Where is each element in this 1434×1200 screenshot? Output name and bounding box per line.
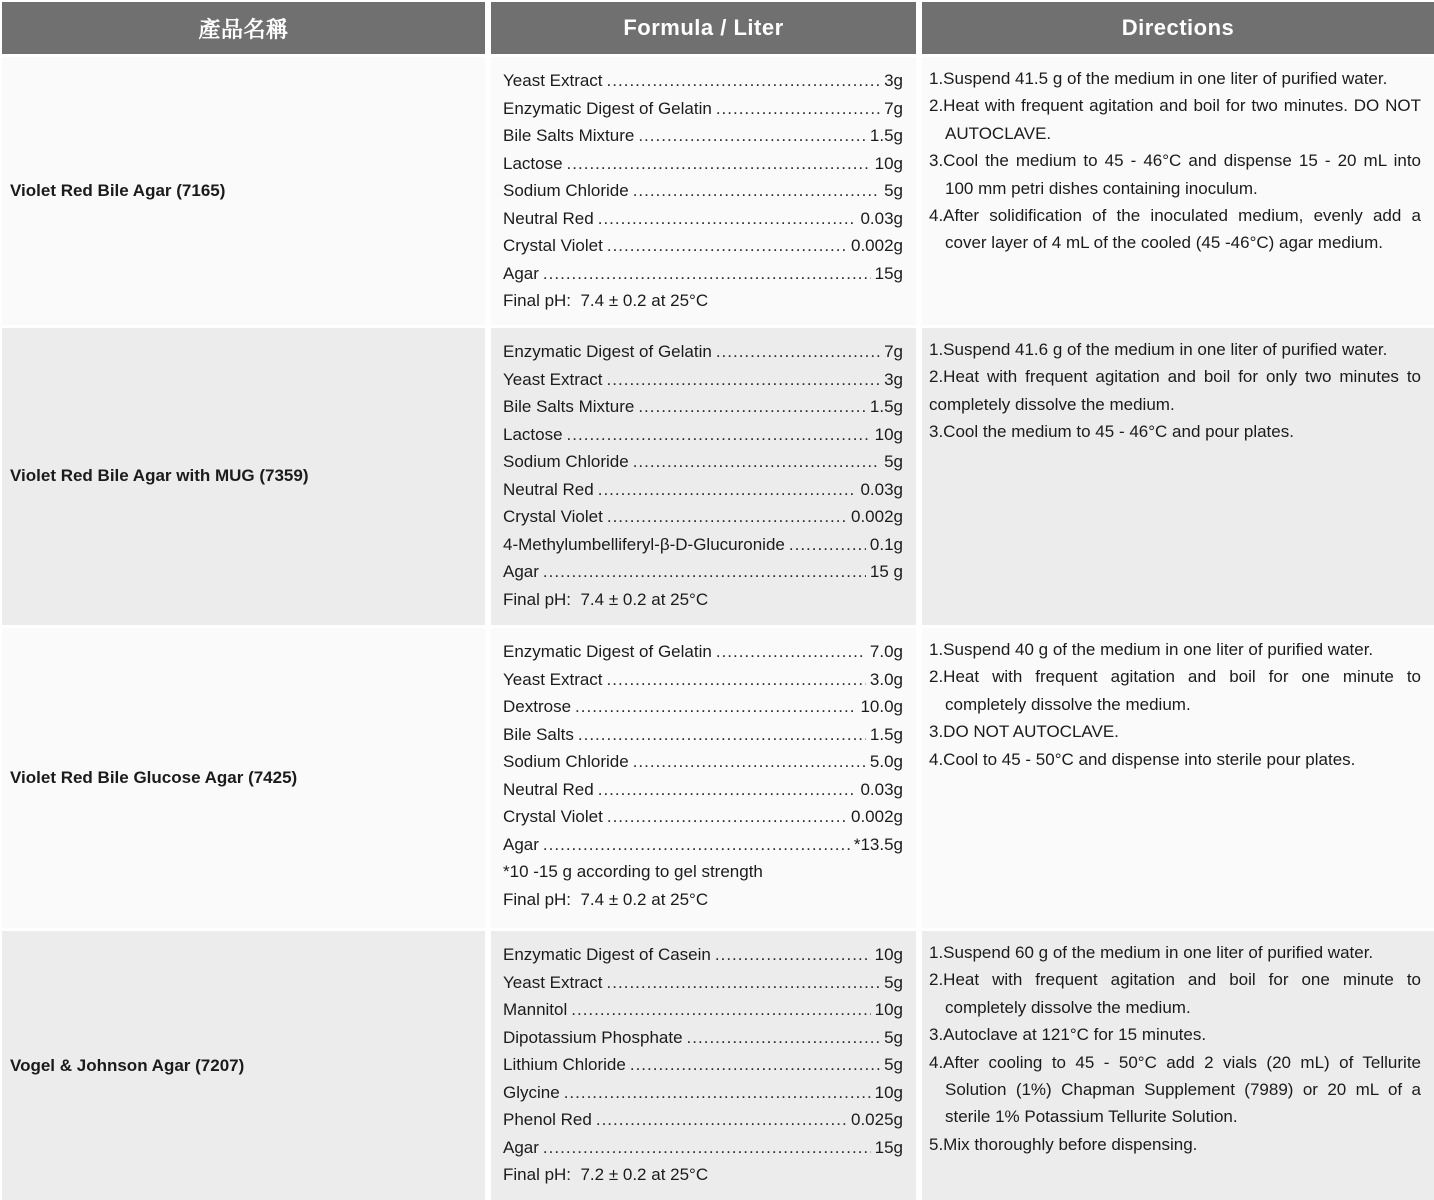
dot-leader xyxy=(607,366,881,394)
ingredient-name: Crystal Violet xyxy=(503,807,603,826)
ingredient-name: Agar xyxy=(503,1137,539,1157)
formula-item xyxy=(503,831,903,859)
ingredient-amount: 0.002g xyxy=(851,507,903,526)
direction-step: 2.Heat with frequent agitation and boil for one minute to completely dissolve the medium. xyxy=(929,667,1421,714)
ingredient-name: Dipotassium Phosphate xyxy=(503,1027,683,1047)
dot-leader xyxy=(543,1134,871,1162)
ingredient-amount: 10g xyxy=(874,153,903,173)
dot-leader xyxy=(571,996,870,1024)
ingredient-name: Sodium Chloride xyxy=(503,752,629,771)
formula-item xyxy=(503,693,903,721)
formula-item xyxy=(503,558,903,586)
ingredient-name: Enzymatic Digest of Gelatin xyxy=(503,642,712,661)
product-cell xyxy=(2,57,485,325)
ingredient-amount: *13.5g xyxy=(853,834,903,854)
dot-leader xyxy=(543,831,850,859)
directions-cell xyxy=(922,57,1434,325)
formula-note: Final pH: 7.4 ± 0.2 at 25°C xyxy=(503,889,709,909)
dot-leader xyxy=(543,558,866,586)
formula-note: Final pH: 7.2 ± 0.2 at 25°C xyxy=(503,1165,709,1184)
ingredient-name: Yeast Extract xyxy=(503,972,603,992)
formula-note: *10 -15 g according to gel strength xyxy=(503,862,763,881)
product-name: Violet Red Bile Agar (7165) xyxy=(10,180,226,200)
dot-leader xyxy=(596,1106,847,1134)
dot-leader xyxy=(598,205,857,233)
formula-item xyxy=(503,393,903,421)
directions-cell xyxy=(922,931,1434,1200)
ingredient-name: Bile Salts xyxy=(503,724,574,744)
direction-step: 2.Heat with frequent agitation and boil for one minute to completely dissolve the medium. xyxy=(929,970,1421,1017)
formula-item xyxy=(503,503,903,531)
ingredient-amount: 10g xyxy=(874,1000,903,1019)
ingredient-amount: 0.03g xyxy=(860,779,903,799)
product-name: Vogel & Johnson Agar (7207) xyxy=(10,1056,245,1076)
ingredient-name: Mannitol xyxy=(503,1000,568,1019)
dot-leader xyxy=(564,1079,871,1107)
formula-item xyxy=(503,638,903,666)
ingredient-amount: 5g xyxy=(884,1055,903,1074)
dot-leader xyxy=(633,177,880,205)
ingredient-amount: 0.03g xyxy=(860,479,903,499)
formula-item xyxy=(503,448,903,476)
formula-item xyxy=(503,531,903,559)
ingredient-name: Sodium Chloride xyxy=(503,452,629,471)
ingredient-amount: 10g xyxy=(874,1082,903,1102)
dot-leader xyxy=(716,95,880,123)
ingredient-name: Yeast Extract xyxy=(503,669,603,689)
formula-cell xyxy=(491,628,916,928)
directions-cell xyxy=(922,328,1434,625)
direction-step: 5.Mix thoroughly before dispensing. xyxy=(929,1134,1198,1154)
formula-item xyxy=(503,177,903,205)
product-cell xyxy=(2,931,485,1200)
dot-leader xyxy=(543,260,871,288)
ingredient-name: Enzymatic Digest of Gelatin xyxy=(503,342,712,361)
direction-step: 3.DO NOT AUTOCLAVE. xyxy=(929,722,1119,742)
dot-leader xyxy=(789,531,866,559)
ingredient-name: Bile Salts Mixture xyxy=(503,126,635,145)
ingredient-name: 4-Methylumbelliferyl-β-D-Glucuronide xyxy=(503,534,785,554)
direction-step: 4.Cool to 45 - 50°C and dispense into sterile pour plates. xyxy=(929,749,1356,769)
direction-step: 3.Cool the medium to 45 - 46°C and pour plates. xyxy=(929,422,1294,442)
formula-item xyxy=(503,1051,903,1079)
ingredient-amount: 0.002g xyxy=(851,807,903,826)
column-header-formula: Formula / Liter xyxy=(491,2,916,54)
ingredient-amount: 5.0g xyxy=(869,752,903,771)
formula-item xyxy=(503,1106,903,1134)
ingredient-name: Neutral Red xyxy=(503,479,594,499)
ingredient-name: Enzymatic Digest of Gelatin xyxy=(503,98,712,118)
ingredient-name: Dextrose xyxy=(503,697,572,716)
ingredient-name: Neutral Red xyxy=(503,208,594,228)
ingredient-name: Crystal Violet xyxy=(503,236,603,255)
ingredient-amount: 3g xyxy=(884,369,903,389)
ingredient-name: Enzymatic Digest of Casein xyxy=(503,945,711,964)
ingredient-amount: 10g xyxy=(874,945,903,964)
formula-item xyxy=(503,721,903,749)
direction-step: 4.After cooling to 45 - 50°C add 2 vials (20 mL) of Tellurite Solution (1%) Chapman Supplement (7989) or 20 mL of a sterile 1% Potassium Tellurite Solution. xyxy=(929,1052,1421,1127)
formula-item xyxy=(503,67,903,95)
dot-leader xyxy=(598,476,857,504)
formula-note: Final pH: 7.4 ± 0.2 at 25°C xyxy=(503,291,709,310)
ingredient-amount: 1.5g xyxy=(869,126,903,145)
dot-leader xyxy=(607,803,847,831)
dot-leader xyxy=(716,338,880,366)
formula-item xyxy=(503,666,903,694)
dot-leader xyxy=(633,448,880,476)
direction-step: 1.Suspend 41.5 g of the medium in one liter of purified water. xyxy=(929,69,1388,88)
directions-cell xyxy=(922,628,1434,928)
dot-leader xyxy=(716,638,866,666)
dot-leader xyxy=(687,1024,881,1052)
ingredient-name: Lactose xyxy=(503,424,563,444)
formula-item xyxy=(503,95,903,123)
formula-cell xyxy=(491,931,916,1200)
ingredient-amount: 0.002g xyxy=(851,236,903,255)
formula-cell xyxy=(491,57,916,325)
ingredient-amount: 7g xyxy=(884,342,903,361)
ingredient-amount: 10g xyxy=(874,424,903,444)
ingredient-name: Sodium Chloride xyxy=(503,181,629,200)
column-header-directions: Directions xyxy=(922,2,1434,54)
ingredient-amount: 15g xyxy=(874,1137,903,1157)
formula-item xyxy=(503,776,903,804)
dot-leader xyxy=(598,776,857,804)
ingredient-name: Lithium Chloride xyxy=(503,1055,626,1074)
dot-leader xyxy=(567,421,871,449)
ingredient-amount: 5g xyxy=(884,1027,903,1047)
ingredient-amount: 7g xyxy=(884,98,903,118)
ingredient-name: Agar xyxy=(503,562,539,581)
direction-step: 2.Heat with frequent agitation and boil for only two minutes to completely dissolve the medium. xyxy=(929,367,1421,414)
dot-leader xyxy=(607,67,881,95)
dot-leader xyxy=(578,721,866,749)
ingredient-amount: 1.5g xyxy=(869,724,903,744)
ingredient-amount: 7.0g xyxy=(869,642,903,661)
ingredient-name: Bile Salts Mixture xyxy=(503,397,635,416)
dot-leader xyxy=(715,941,871,969)
ingredient-name: Neutral Red xyxy=(503,779,594,799)
direction-step: 4.After solidification of the inoculated medium, evenly add a cover layer of 4 mL of the cooled (45 -46°C) agar medium. xyxy=(929,206,1421,253)
ingredient-name: Phenol Red xyxy=(503,1110,592,1129)
dot-leader xyxy=(638,393,866,421)
ingredient-amount: 15g xyxy=(874,263,903,283)
ingredient-amount: 5g xyxy=(884,452,903,471)
ingredient-amount: 3g xyxy=(884,71,903,90)
formula-item xyxy=(503,1134,903,1162)
ingredient-name: Agar xyxy=(503,263,539,283)
ingredient-amount: 10.0g xyxy=(860,697,903,716)
dot-leader xyxy=(607,503,847,531)
formula-item xyxy=(503,996,903,1024)
direction-step: 1.Suspend 60 g of the medium in one liter of purified water. xyxy=(929,943,1374,962)
formula-item xyxy=(503,969,903,997)
dot-leader xyxy=(633,748,866,776)
product-name: Violet Red Bile Agar with MUG (7359) xyxy=(10,466,309,486)
formula-item xyxy=(503,803,903,831)
ingredient-amount: 0.03g xyxy=(860,208,903,228)
formula-item xyxy=(503,476,903,504)
dot-leader xyxy=(575,693,856,721)
product-cell xyxy=(2,628,485,928)
direction-step: 2.Heat with frequent agitation and boil for two minutes. DO NOT AUTOCLAVE. xyxy=(929,96,1421,143)
formula-item xyxy=(503,421,903,449)
formula-cell xyxy=(491,328,916,625)
ingredient-amount: 15 g xyxy=(869,562,903,581)
direction-step: 1.Suspend 41.6 g of the medium in one liter of purified water. xyxy=(929,340,1388,359)
formula-item xyxy=(503,260,903,288)
product-cell xyxy=(2,328,485,625)
dot-leader xyxy=(607,232,847,260)
direction-step: 3.Autoclave at 121°C for 15 minutes. xyxy=(929,1025,1207,1045)
formula-item xyxy=(503,338,903,366)
direction-step: 3.Cool the medium to 45 - 46°C and dispense 15 - 20 mL into 100 mm petri dishes containing inoculum. xyxy=(929,151,1421,198)
ingredient-name: Yeast Extract xyxy=(503,369,603,389)
formula-item xyxy=(503,1024,903,1052)
ingredient-name: Glycine xyxy=(503,1082,560,1102)
ingredient-name: Lactose xyxy=(503,153,563,173)
ingredient-amount: 1.5g xyxy=(869,397,903,416)
formula-item xyxy=(503,232,903,260)
formula-item xyxy=(503,748,903,776)
ingredient-amount: 3.0g xyxy=(869,669,903,689)
ingredient-amount: 5g xyxy=(884,181,903,200)
ingredient-name: Crystal Violet xyxy=(503,507,603,526)
formula-note: Final pH: 7.4 ± 0.2 at 25°C xyxy=(503,589,709,609)
formula-item xyxy=(503,205,903,233)
direction-step: 1.Suspend 40 g of the medium in one liter of purified water. xyxy=(929,640,1374,659)
formula-item xyxy=(503,150,903,178)
dot-leader xyxy=(567,150,871,178)
product-name: Violet Red Bile Glucose Agar (7425) xyxy=(10,767,298,787)
ingredient-amount: 0.025g xyxy=(851,1110,903,1129)
ingredient-name: Agar xyxy=(503,834,539,854)
dot-leader xyxy=(638,122,866,150)
ingredient-name: Yeast Extract xyxy=(503,71,603,90)
media-formulation-table xyxy=(2,2,1434,1200)
formula-item xyxy=(503,122,903,150)
dot-leader xyxy=(607,969,881,997)
formula-item xyxy=(503,941,903,969)
formula-item xyxy=(503,366,903,394)
dot-leader xyxy=(607,666,866,694)
column-header-product: 產品名稱 xyxy=(2,2,485,54)
ingredient-amount: 0.1g xyxy=(869,534,903,554)
ingredient-amount: 5g xyxy=(884,972,903,992)
dot-leader xyxy=(630,1051,880,1079)
formula-item xyxy=(503,1079,903,1107)
